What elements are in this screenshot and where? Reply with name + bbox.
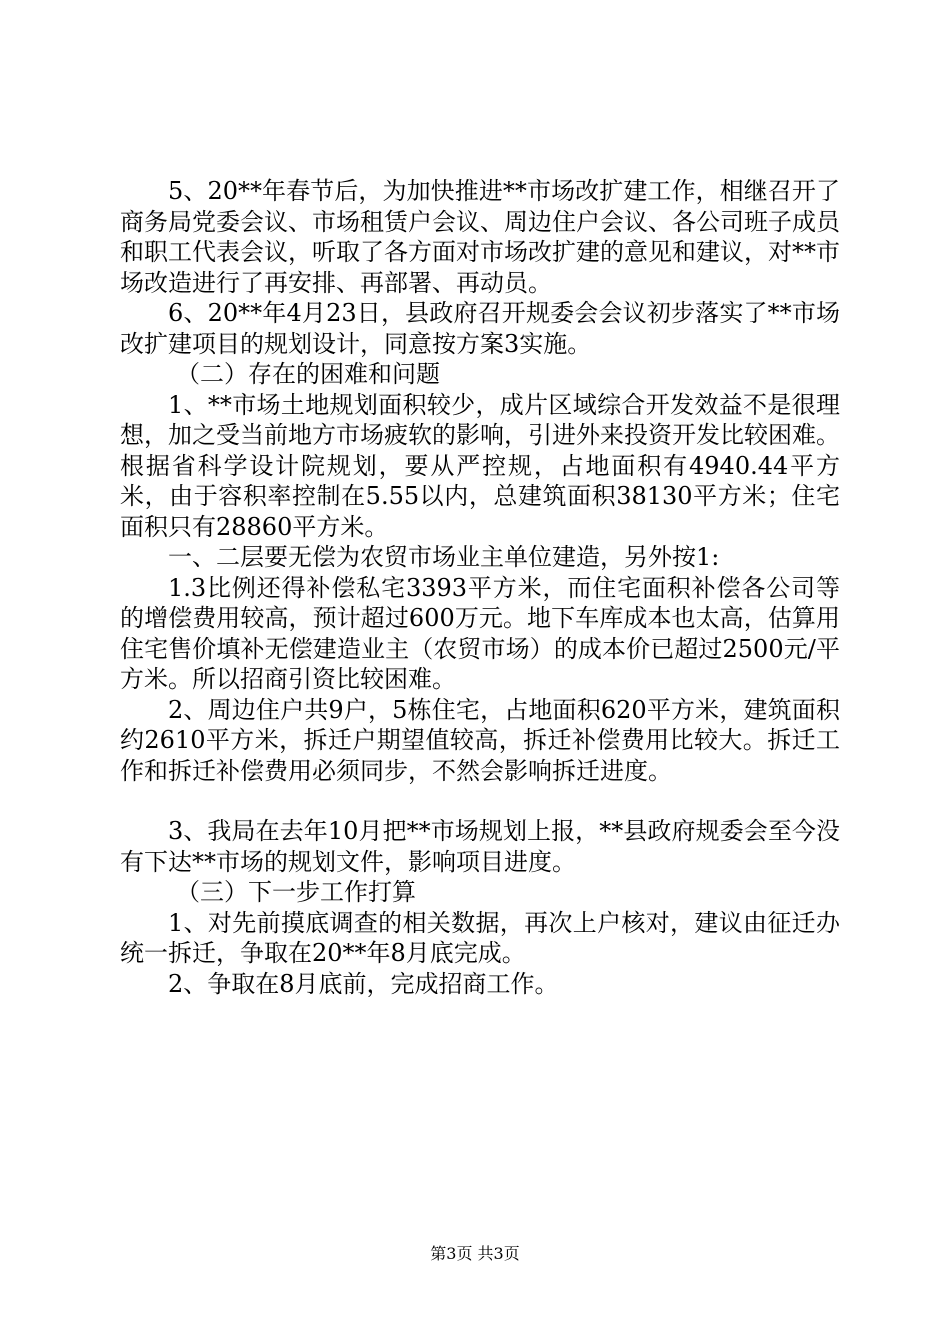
paragraph-difficulty-1: 1、**市场土地规划面积较少，成片区域综合开发效益不是很理想，加之受当前地方市场疲软的影响，引进外来投资开发比较困难。根据省科学设计院规划，要从严控规，占地面积有4940.44平方米，由于容积率控制在5.55以内，总建筑面积38130平方米；住宅面积只有28860平方米。 [120,390,840,541]
paragraph-difficulty-3: 3、我局在去年10月把**市场规划上报，**县政府规委会至今没有下达**市场的规划文件，影响项目进度。 [120,817,840,876]
section-heading-next-steps: （三）下一步工作打算 [176,878,416,906]
paragraph-difficulty-1-ratio: 1.3比例还得补偿私宅3393平方米，而住宅面积补偿各公司等的增偿费用较高，预计超过600万元。地下车库成本也太高，估算用住宅售价填补无偿建造业主（农贸市场）的成本价已超过2500元/平方米。所以招商引资比较困难。 [120,573,840,693]
paragraph-next-2: 2、争取在8月底前，完成招商工作。 [168,969,559,998]
paragraph-difficulty-2: 2、周边住户共9户，5栋住宅，占地面积620平方米，建筑面积约2610平方米，拆迁户期望值较高，拆迁补偿费用比较大。拆迁工作和拆迁补偿费用必须同步，不然会影响拆迁进度。 [120,695,840,785]
paragraph-next-1: 1、对先前摸底调查的相关数据，再次上户核对，建议由征迁办统一拆迁，争取在20**年8月底完成。 [120,908,840,967]
page-number-footer: 第3页 共3页 [430,1244,520,1263]
paragraph-6: 6、20**年4月23日，县政府召开规委会会议初步落实了**市场改扩建项目的规划设计，同意按方案3实施。 [120,299,840,358]
paragraph-spacer [120,786,840,816]
paragraph-difficulty-1-cont: 一、二层要无偿为农贸市场业主单位建造，另外按1: [168,543,720,571]
paragraph-5: 5、20**年春节后，为加快推进**市场改扩建工作，相继召开了商务局党委会议、市场租赁户会议、周边住户会议、各公司班子成员和职工代表会议，听取了各方面对市场改扩建的意见和建议，对**市场改造进行了再安排、再部署、再动员。 [120,177,840,297]
document-body [120,176,840,999]
section-heading-difficulties: （二）存在的困难和问题 [176,360,440,388]
